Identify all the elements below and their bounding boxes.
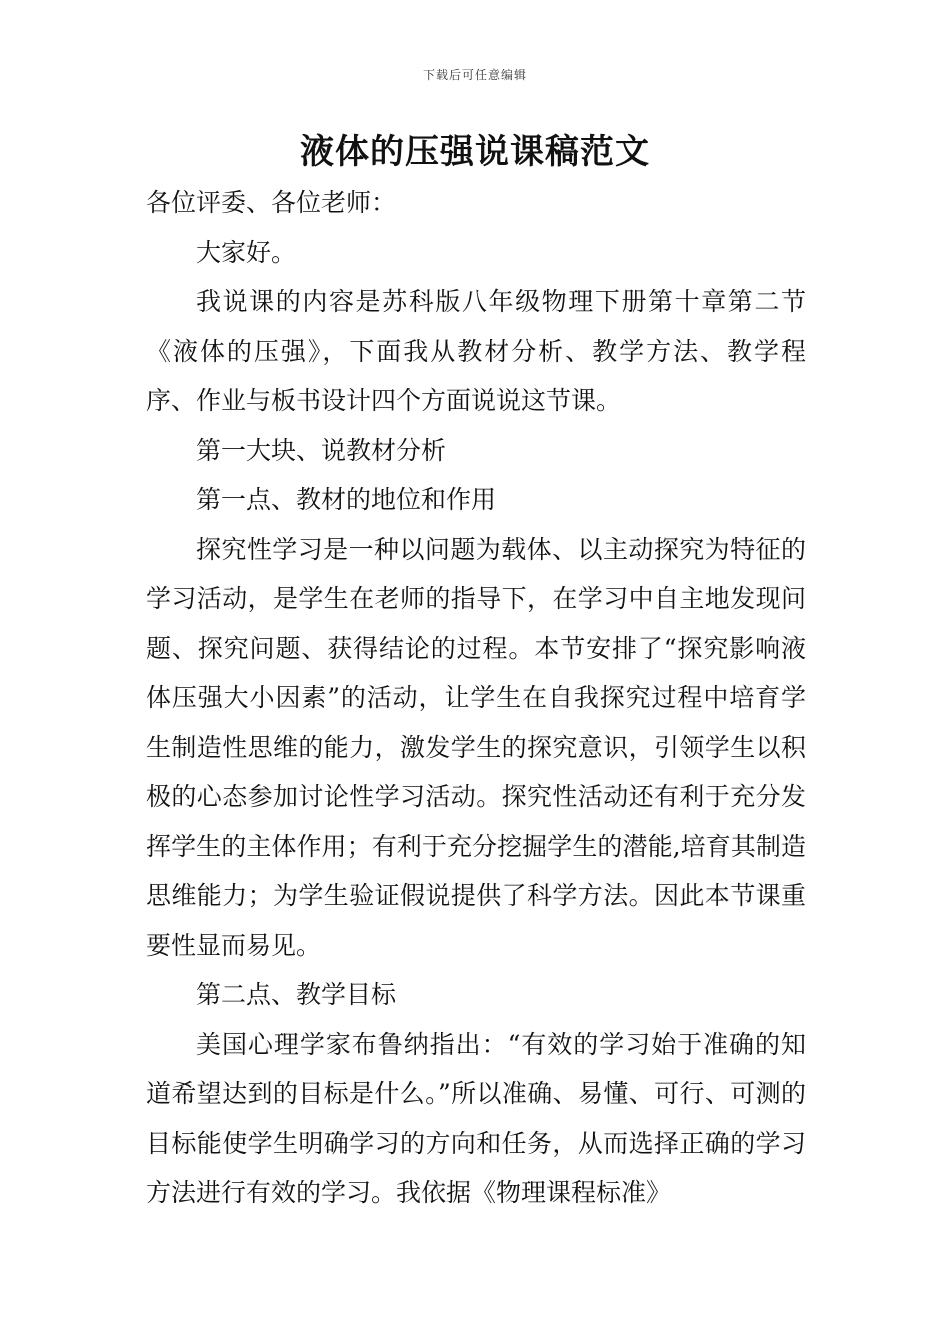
header-note: 下载后可任意编辑: [422, 68, 527, 82]
section-heading: 第一大块、说教材分析: [196, 435, 447, 465]
document-title: 液体的压强说课稿范文: [300, 132, 650, 172]
intro-paragraph: 我说课的内容是苏科版八年级物理下册第十章第二节《液体的压强》，下面我从教材分析、教学方法、教学程序、作业与板书设计四个方面说说这节课。: [146, 287, 806, 415]
greeting-paragraph: 各位评委、各位老师：: [146, 188, 397, 217]
subsection-heading: 第二点、教学目标: [196, 980, 397, 1009]
subsection-heading: 第一点、教材的地位和作用: [196, 485, 497, 514]
hello-paragraph: 大家好。: [196, 237, 297, 267]
body-paragraph: 美国心理学家布鲁纳指出：“有效的学习始于准确的知道希望达到的目标是什么。”所以准确、易懂、可行、可测的目标能使学生明确学习的方向和任务，从而选择正确的学习方法进行有效的学习。我依据《物理课程标准》: [146, 1029, 806, 1207]
body-paragraph: 探究性学习是一种以问题为载体、以主动探究为特征的学习活动，是学生在老师的指导下，在学习中自主地发现问题、探究问题、获得结论的过程。本节安排了“探究影响液体压强大小因素”的活动，让学生在自我探究过程中培育学生制造性思维的能力，激发学生的探究意识，引领学生以积极的心态参加讨论性学习活动。探究性活动还有利于充分发挥学生的主体作用；有利于充分挖掘学生的潜能,培育其制造思维能力；为学生验证假说提供了科学方法。因此本节课重要性显而易见。: [146, 534, 806, 960]
document-body: [146, 178, 806, 1218]
